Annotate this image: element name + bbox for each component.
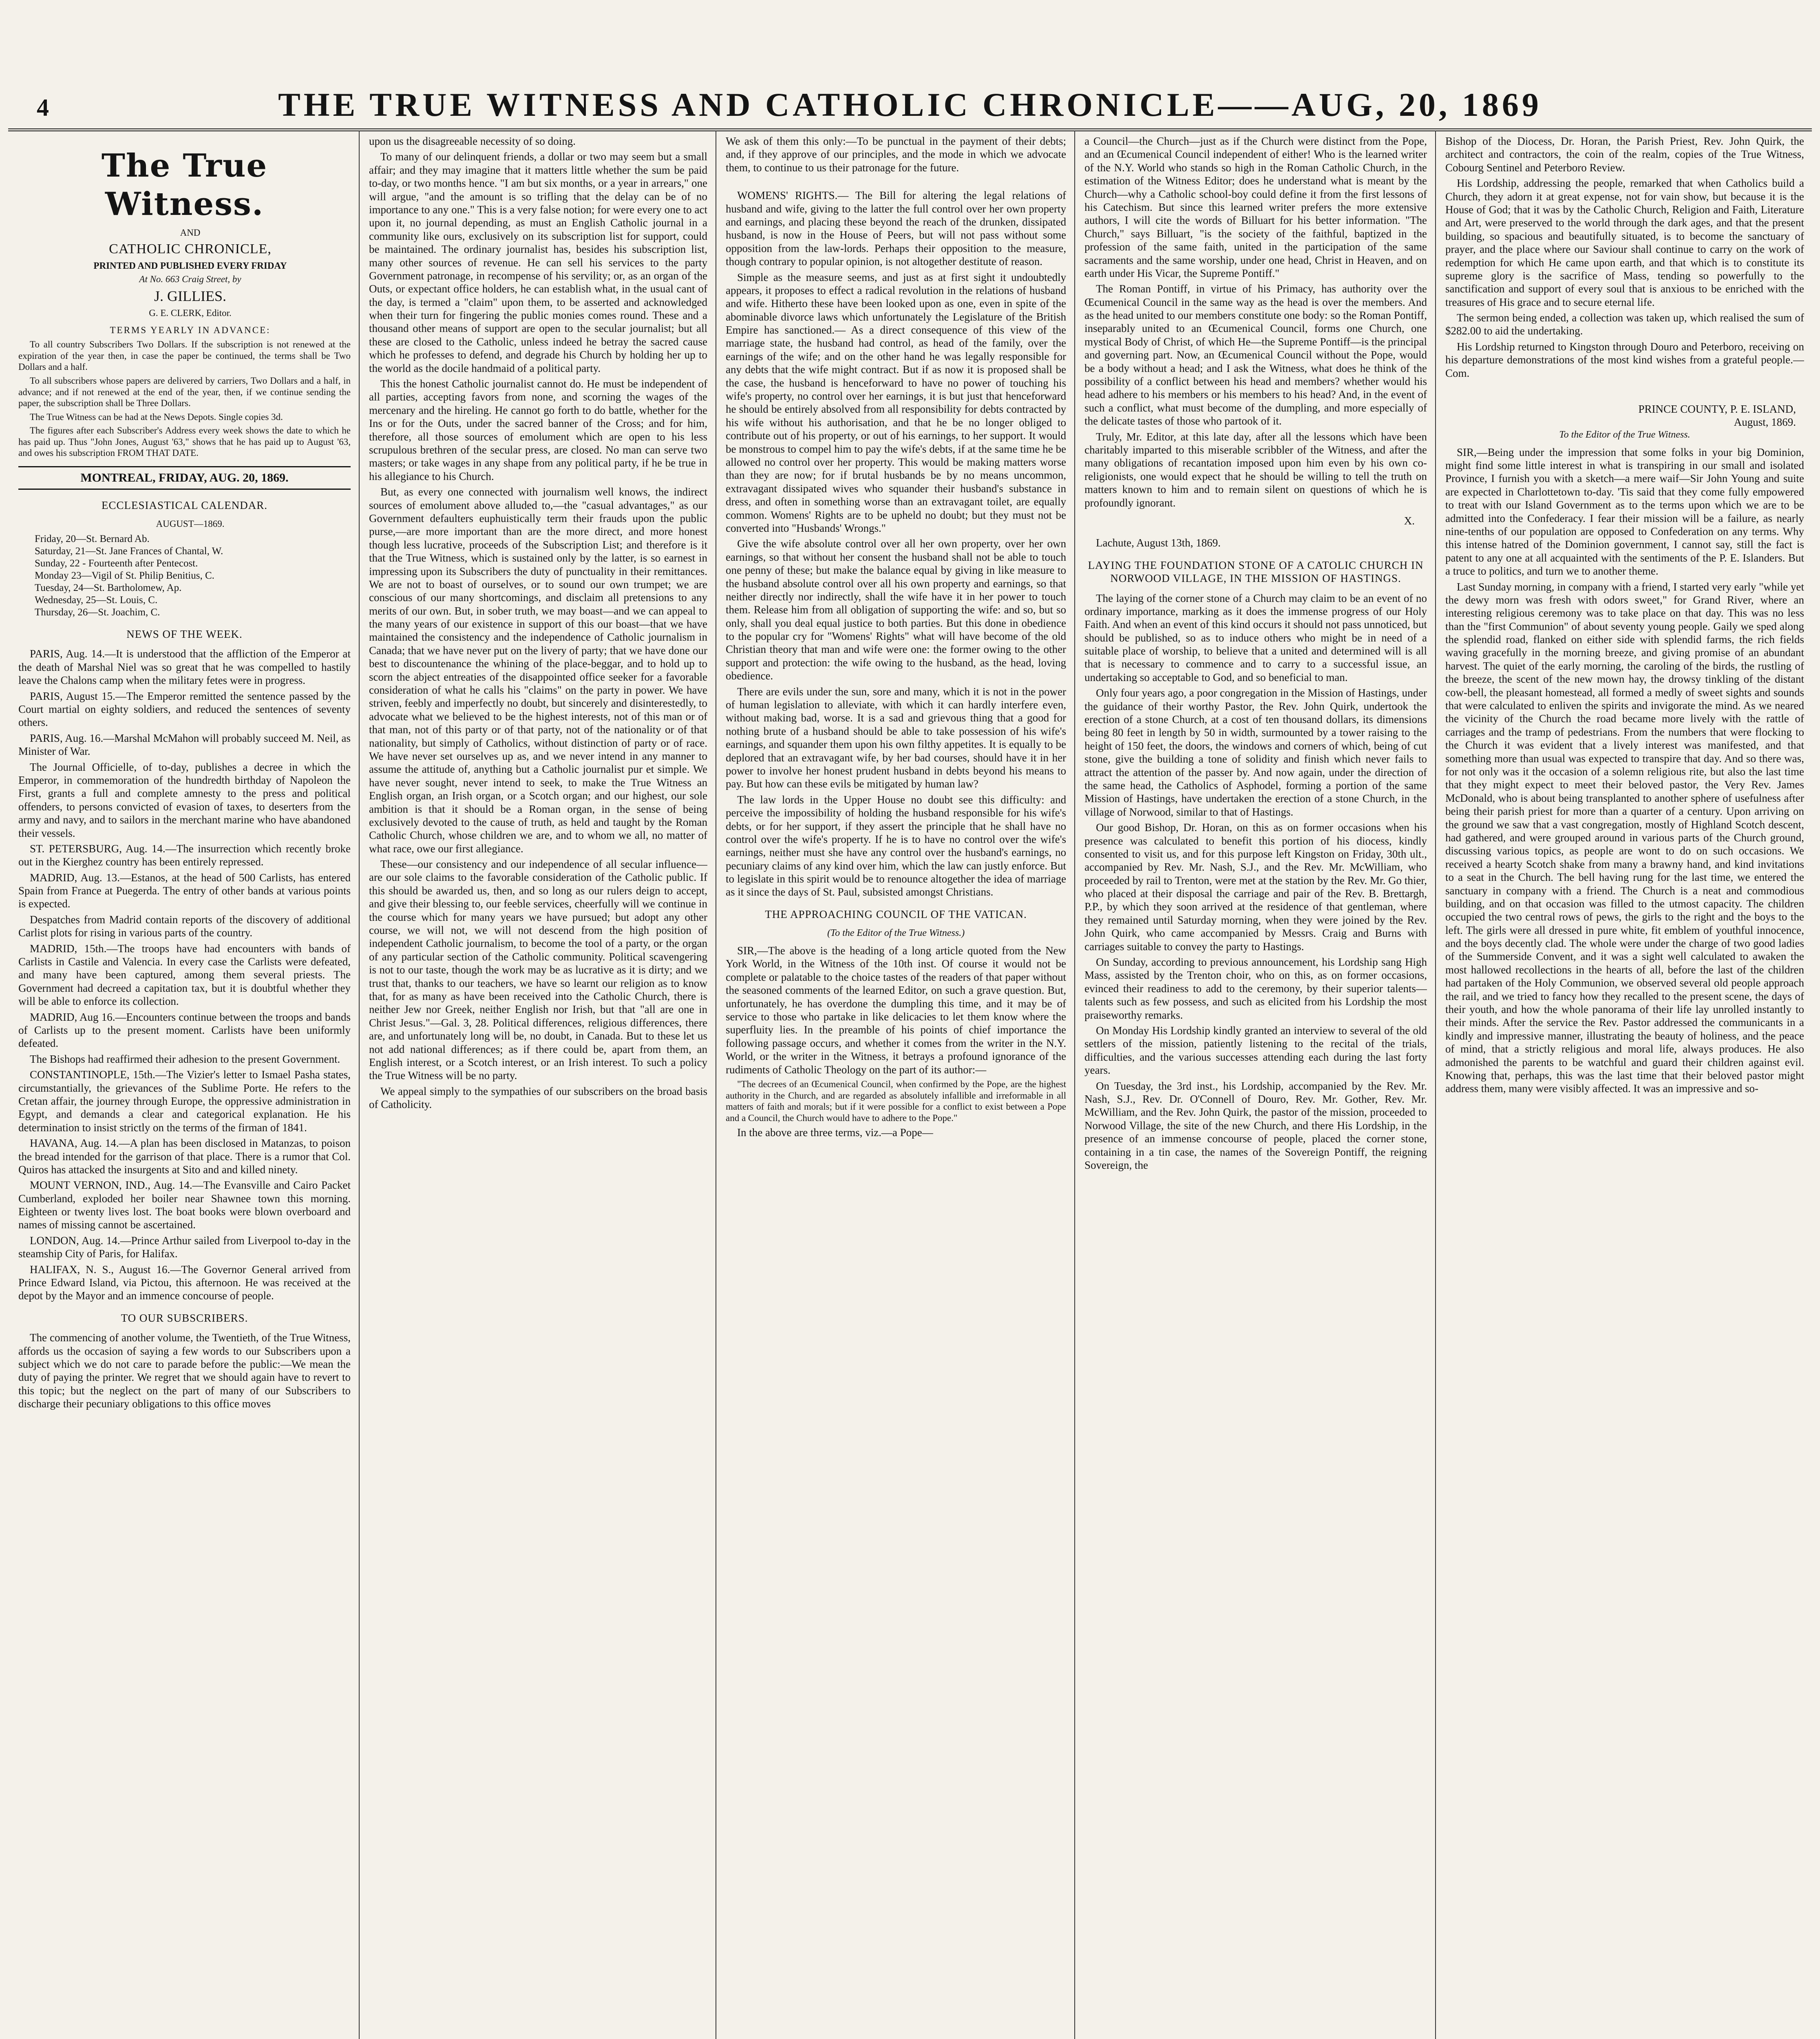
column-2 <box>369 135 707 2039</box>
council-paragraph: In the above are three terms, viz.—a Pope— <box>737 1126 933 1139</box>
calendar-entry: Saturday, 21—St. Jane Frances of Chantal, W. <box>35 546 223 557</box>
news-item: MADRID, Aug. 13.—Estanos, at the head of 500 Carlists, has entered Spain from France at Puegerda. The entry of other bands at various points is expected. <box>18 871 351 910</box>
council-paragraph: SIR,—The above is the heading of a long article quoted from the New York World, in the Witness of the 10th inst. Of course it would not be complete or palatable to the choice tastes of the readers of that paper without the seasoned comments of the learned Editor, on such a grave question. But, unfortunately, he has overdone the dumpling this time, and it may be of service to those who partake in like delicacies to let them know where the superfluity lies. In the preamble of his points of chief importance the following passage occurs, and whether it comes from the writer in the N.Y. World, or the writer in the Witness, it betrays a profound ignorance of the rudiments of Catholic Theology on the part of its author:— <box>726 944 1066 1076</box>
subscribers-text: The commencing of another volume, the Twentieth, of the True Witness, affords us the occasion of saying a few words to our Subscribers upon a subject which we do not care to parade before the public:—We mean the duty of paying the printer. We regret that we should again have to revert to this topic; but the neglect on the part of many of our Subscribers to discharge their pecuniary obligations to this office moves <box>18 1331 351 1410</box>
terms-text: To all country Subscribers Two Dollars. If the subscription is not renewed at the expiration of the year then, in case the paper be continued, the terms shall be Two Dollars and a half. <box>18 339 351 372</box>
church-paragraph: Our good Bishop, Dr. Horan, on this as on former occasions when his presence was calculated to benefit this portion of his diocess, kindly consented to visit us, and for this purpose left Kingston on Friday, 30th ult., accompanied by Rev. Mr. Nash, S.J., and the Rev. Mr. McWilliam, who proceeded by rail to Trenton, were met at the station by the Rev. Mr. Go thier, who placed at their disposal the carriage and pair of the Rev. B. Brettargh, P.P., by which they soon arrived at the residence of that gentleman, where they remained until Saturday morning, when they were joined by the Rev. John Quirk, who came accompanied by Messrs. Craig and Burns with carriages suitable to convey the party to Hastings. <box>1084 821 1427 953</box>
column-divider <box>359 130 360 2039</box>
letter-paragraph: a Council—the Church—just as if the Church were distinct from the Pope, and an Œcumenical Council independent of either! Who is the learned writer of the N.Y. World who stands so high in the Roman Catholic Church, in the estimation of the Witness Editor; does he understand what is meant by the Church—why a Catholic school-boy could define it from the first lessons of his Catechism. But since this learned writer prefers the more extensive authors, I will cite the words of Billuart for his better information. "The Church," says Billuart, "is the society of the faithful, baptized in the profession of the same faith, united in the participation of the same sacraments and the same worship, under one head, Christ in Heaven, and on earth under His Vicar, the Supreme Pontiff." <box>1084 135 1427 279</box>
church-paragraph: The laying of the corner stone of a Church may claim to be an event of no ordinary importance, marking as it does the immense progress of our Holy Faith. And when an event of this kind occurs it should not pass unnoticed, but should be published, so as to induce others who might be in need of a suitable place of worship, to believe that a united and determined will is all that is necessary to commence and to carry to a successful issue, an undertaking so acceptable to God, and so beneficial to man. <box>1084 592 1427 683</box>
council-subheading: (To the Editor of the True Witness.) <box>827 928 965 939</box>
calendar-entry: Friday, 20—St. Bernard Ab. <box>35 533 150 545</box>
column-1 <box>18 135 351 2039</box>
calendar-entry: Tuesday, 24—St. Bartholomew, Ap. <box>35 582 182 594</box>
spacer <box>726 177 1066 189</box>
church-paragraph: On Sunday, according to previous announcement, his Lordship sang High Mass, assisted by the Trenton choir, who on this, as on former occasions, evinced their readiness to add to the ceremony, by their superior talents—talents such as few possess, and such as elicited from his Lordship the most praiseworthy remarks. <box>1084 956 1427 1021</box>
pei-heading: PRINCE COUNTY, P. E. ISLAND, <box>1638 403 1796 416</box>
column-3 <box>726 135 1066 2039</box>
pei-date: August, 1869. <box>1734 416 1796 429</box>
article-paragraph: This the honest Catholic journalist cannot do. He must be independent of all parties, accepting favors from none, and scorning the wages of the mercenary and the hireling. He cannot go forth to do battle, whether for the Ins or for the Outs, under the sacred banner of the Cross; and for him, therefore, all those sources of emolument which are open to his less scrupulous brethren of the secular press, are closed. No man can serve two masters; or take wages in any shape from any political party, if he be true in his allegiance to his Church. <box>369 378 707 482</box>
news-item: LONDON, Aug. 14.—Prince Arthur sailed from Liverpool to-day in the steamship City of Paris, for Halifax. <box>18 1234 351 1260</box>
letter-place: Lachute, August 13th, 1869. <box>1096 537 1221 549</box>
church-paragraph: Bishop of the Diocess, Dr. Horan, the Parish Priest, Rev. John Quirk, the architect and contractors, the coin of the realm, copies of the True Witness, Cobourg Sentinel and Peterboro Review. <box>1445 135 1804 174</box>
news-item: MADRID, 15th.—The troops have had encounters with bands of Carlists in Castile and Valencia. In every case the Carlists were defeated, and many have been captured, among them several priests. The Government had decreed a capitation tax, but it is doubtful whether they will be able to enforce its collection. <box>18 942 351 1008</box>
church-paragraph: On Monday His Lordship kindly granted an interview to several of the old settlers of the mission, patiently listening to the recital of the trials, difficulties, and the various successes attending each during the last forty years. <box>1084 1024 1427 1077</box>
editor-name: G. E. CLERK, Editor. <box>149 307 232 318</box>
news-item: ST. PETERSBURG, Aug. 14.—The insurrection which recently broke out in the Kierghez country has been entirely repressed. <box>18 842 351 868</box>
terms-heading: TERMS YEARLY IN ADVANCE: <box>110 325 271 335</box>
subscribers-heading: TO OUR SUBSCRIBERS. <box>121 1311 248 1324</box>
page-number: 4 <box>37 94 49 121</box>
masthead <box>8 80 1812 131</box>
spacer <box>1445 382 1804 402</box>
church-paragraph: On Tuesday, the 3rd inst., his Lordship, accompanied by the Rev. Mr. Nash, S.J., Rev. Dr. O'Connell of Douro, Rev. Mr. Gother, Rev. Mr. McWilliam, and the Rev. John Quirk, the pastor of the mission, proceeded to Norwood Village, the site of the new Church, and there His Lordship, in the presence of an immense concourse of people, placed the corner stone, containing in a tin case, the names of the Sovereign Pontiff, the reigning Sovereign, the <box>1084 1079 1427 1171</box>
calendar-entry: Thursday, 26—St. Joachim, C. <box>35 607 160 618</box>
terms-text: To all subscribers whose papers are delivered by carriers, Two Dollars and a half, in advance; and if not renewed at the end of the year, then, if we continue sending the paper, the subscription shall be Three Dollars. <box>18 375 351 409</box>
page-title: THE TRUE WITNESS AND CATHOLIC CHRONICLE——AUG, 20, 1869 <box>278 86 1542 123</box>
news-item: MADRID, Aug 16.—Encounters continue between the troops and bands of Carlists up to the present moment. Carlists have been uniformly defeated. <box>18 1011 351 1050</box>
rights-paragraph: There are evils under the sun, sore and many, which it is not in the power of human legislation to alleviate, with which it can hardly interfere even, without making bad, worse. It is a sad and grievous thing that a good for nothing brute of a husband should be able to take possession of his wife's earnings, and squander them upon his own filthy appetites. It is equally to be deplored that an extravagant wife, by her bad courses, should have it in her power to involve her honest prudent husband in debts beyond his means to pay. But how can these evils be mitigated by human law? <box>726 685 1066 790</box>
letter-signature: X. <box>1404 514 1415 527</box>
church-paragraph: Only four years ago, a poor congregation in the Mission of Hastings, under the guidance of their worthy Pastor, the Rev. John Quirk, undertook the erection of a stone Church, at a cost of ten thousand dollars, its dimensions being 80 feet in length by 50 in width, surmounted by a tower raising to the height of 150 feet, the doors, the windows and corners of which, being of cut stone, give the building a tone of solidity and finish which never fails to attract the attention of the passer by. And now again, under the direction of the same head, the Catholics of Asphodel, forming a portion of the same Mission of Hastings, have undertaken the erection of a stone Church, in the village of Norwood, similar to that of Hastings. <box>1084 687 1427 818</box>
calendar-entry: Sunday, 22 - Fourteenth after Pentecost. <box>35 558 198 569</box>
news-item: MOUNT VERNON, IND., Aug. 14.—The Evansville and Cairo Packet Cumberland, exploded her boiler near Shawnee town this morning. Eighteen or twenty lives lost. The boat books were blown overboard and names of missing cannot be ascertained. <box>18 1179 351 1231</box>
pei-subheading: To the Editor of the True Witness. <box>1559 429 1690 440</box>
terms-text: The True Witness can be had at the News Depots. Single copies 3d. <box>30 411 283 422</box>
nameplate-and: AND <box>180 228 201 238</box>
rights-paragraph: The law lords in the Upper House no doubt see this difficulty: and perceive the impossibility of holding the husband responsible for his wife's debts, or for her support, if they assert the principle that he shall have no control over the wife's property. If he is to have no control over the wife's earnings, neither must she have any control over the husband's earnings, no pecuniary claims of any kind over him, which the law can justly enforce. But to legislate in this spirit would be to renounce altogether the idea of marriage as it since the days of St. Paul, subsisted amongst Christians. <box>726 793 1066 898</box>
calendar-heading: ECCLESIASTICAL CALENDAR. <box>102 499 267 512</box>
calendar-list <box>35 533 351 619</box>
rights-paragraph: Simple as the measure seems, and just as at first sight it undoubtedly appears, it proposes to effect a radical revolution in the relations of husband and wife. Hitherto these have been looked upon as one, even in spite of the abominable divorce laws which unfortunately the Legislature of the British Empire has sanctioned.— As a direct consequence of this view of the marriage state, the husband had control, as head of the family, over the earnings of the wife; and on the other hand he was legally responsible for any debts that the wife might contract. But if as now it is proposed shall be the case, the husband is henceforward to have no power of touching his wife's property, no control over her earnings, it is but just that henceforward he should be entirely absolved from all responsibility for debts contracted by his wife without his authorisation, and that he be no longer obliged to contribute out of his property, or out of his earnings, to her support. It would be monstrous to compel him to pay the wife's debts, if at the same time he be allowed no control over her property. This would be making matters worse than they are now; for if brutal husbands be by no means uncommon, extravagant dissipated wives who squander their husband's substance in dress, and often in something worse than an extravagant toilet, are equally common. Womens' Rights are to be upheld no doubt; but they must not be converted into "Husbands' Wrongs." <box>726 271 1066 534</box>
column-5 <box>1445 135 1804 2039</box>
letter-paragraph: Truly, Mr. Editor, at this late day, after all the lessons which have been charitably imparted to this miserable scribbler of the Witness, and after the many obligations of recantation imposed upon him even by his own co-religionists, one would expect that he should be willing to tell the truth on matters known to him and to remain silent on questions of which he is profoundly ignorant. <box>1084 430 1427 509</box>
rights-paragraph: WOMENS' RIGHTS.— The Bill for altering the legal relations of husband and wife, giving to the latter the full control over her own property and earnings, and placing these beyond the reach of the drunken, dissipated husband, is now in the House of Peers, but will not pass without some opposition from the law-lords. Perhaps their opposition to the measure, though contrary to popular opinion, is not altogether destitute of reason. <box>726 189 1066 268</box>
news-item: HAVANA, Aug. 14.—A plan has been disclosed in Matanzas, to poison the bread intended for the garrison of that place. There is a rumor that Col. Quiros has attacked the insurgents at Sito and and killed ninety. <box>18 1137 351 1176</box>
printed-line: PRINTED AND PUBLISHED EVERY FRIDAY <box>93 260 287 271</box>
news-item: PARIS, August 15.—The Emperor remitted the sentence passed by the Court martial on eighty soldiers, and reduced the sentences of seventy others. <box>18 690 351 729</box>
calendar-entry: Monday 23—Vigil of St. Philip Benitius, C. <box>35 570 214 582</box>
news-item: Despatches from Madrid contain reports of the discovery of additional Carlist plots for rising in various parts of the country. <box>18 913 351 939</box>
church-paragraph: His Lordship, addressing the people, remarked that when Catholics build a Church, they adorn it at great expense, not for vain show, but because it is the House of God; that it was by the Catholic Church, Religion and Faith, Literature and Art, were preserved to the world through the dark ages, and that the present building, so spacious and beautifully situated, is to become the sanctuary of prayer, and the place where our Saviour shall continue to carry on the work of redemption for which He came upon earth, and that which is to constitute its supreme glory is the sacrifice of Mass, tending so powerfully to the sanctification and support of every soul that is anxious to be enriched with the treasures of His grace and to secure eternal life. <box>1445 177 1804 308</box>
pei-paragraph: SIR,—Being under the impression that some folks in your big Dominion, might find some little interest in what is transpiring in our small and isolated Province, I furnish you with a sketch—a mere waif—Sir John Young and suite are expected in Charlottetown to-day. 'Tis said that they come fully empowered to treat with our Island Government as to the terms upon which we are to be admitted into the Confederacy. I fear their mission will be a failure, as nearly nine-tenths of our population are opposed to Confederation on any terms. Why this intense hatred of the Dominion government, I cannot say, still the fact is patent to any one at all acquainted with the sentiments of the P. E. Islanders. But a truce to politics, and turn we to another theme. <box>1445 446 1804 577</box>
news-item: HALIFAX, N. S., August 16.—The Governor General arrived from Prince Edward Island, via Pictou, this afternoon. He was received at the depot by the Mayor and an immence concourse of people. <box>18 1263 351 1302</box>
council-heading: THE APPROACHING COUNCIL OF THE VATICAN. <box>765 908 1027 920</box>
article-paragraph: These—our consistency and our independence of all secular influence—are our sole claims to the favorable consideration of the Catholic public. If this should be awarded us, then, and so long as our rulers deign to accept, and give their blessing to, our feeble services, cheerfully will we continue in the course which for many years we have pursued; but adopt any other course, we will not, we will not descend from the high position of independent Catholic journalism, to become the tool of a party, or the organ of any particular section of the Catholic community. Political scavengering is not to our taste, though the work may be as lucrative as it is dirty; and we trust that, thanks to our teachers, we have so learnt our religion as to know that, for as many as have been received into the Catholic Church, there is neither Jew nor Greek, neither English nor Irish, but that "all are one in Christ Jesus."—Gal. 3, 28. Political differences, religious differences, there are, and unfortunately long will be, no doubt, in Canada. But to these let us not add national differences; as if there could be, apart from them, an English interest, or a Scotch interest, or an Irish interest. To such a policy the True Witness will be no party. <box>369 858 707 1082</box>
news-item: The Journal Officielle, of to-day, publishes a decree in which the Emperor, in commemoration of the hundredth birthday of Napoleon the First, grants a full and complete amnesty to the press and political offenders, to persons convicted of evasion of taxes, to deserters from the army and navy, and to sailors in the merchant marine who have abandoned their vessels. <box>18 761 351 839</box>
news-item: CONSTANTINOPLE, 15th.—The Vizier's letter to Ismael Pasha states, circumstantially, the grievances of the Sublime Porte. He refers to the Cretan affair, the journey through Europe, the oppressive administration in Egypt, and demands a clear and categorical explanation. He his determination to insist strictly on the terms of the firman of 1841. <box>18 1068 351 1134</box>
council-quote: "The decrees of an Œcumenical Council, when confirmed by the Pope, are the highest authority in the Church, and are regarded as absolutely infallible and irreformable in all matters of faith and morals; but if it were possible for a conflict to exist between a Pope and a Council, the Church would have to adhere to the Pope." <box>726 1079 1066 1123</box>
publisher-name: J. GILLIES. <box>154 287 226 304</box>
church-paragraph: His Lordship returned to Kingston through Douro and Peterboro, receiving on his departure demonstrations of the most kind wishes from a grateful people.—Com. <box>1445 340 1804 379</box>
dateline: MONTREAL, FRIDAY, AUG. 20, 1869. <box>18 466 351 490</box>
calendar-entry: Wednesday, 25—St. Louis, C. <box>35 595 158 606</box>
column-4 <box>1084 135 1427 2039</box>
news-heading: NEWS OF THE WEEK. <box>126 628 243 641</box>
column-divider <box>1074 130 1075 2039</box>
column-divider <box>1435 130 1436 2039</box>
nameplate: The True Witness. <box>101 147 268 223</box>
church-paragraph: The sermon being ended, a collection was taken up, which realised the sum of $282.00 to aid the undertaking. <box>1445 312 1804 337</box>
news-item: The Bishops had reaffirmed their adhesion to the present Government. <box>30 1053 340 1065</box>
terms-text: The figures after each Subscriber's Address every week shows the date to which he has paid up. Thus "John Jones, August '63," shows that he has paid up to August '63, and owes his subscription FROM THAT DATE. <box>18 425 351 458</box>
article-paragraph: But, as every one connected with journalism well knows, the indirect sources of emolument above alluded to,—the "casual advantages," as our Government defaulters euphuistically term their frauds upon the public purse,—are more important than are the more direct, and more honest though less lucrative, proceeds of the Subscription List; and therefore is it that the True Witness, which is sustained only by the latter, is so earnest in impressing upon its Subscribers the duty of punctuality in their remittances. We are not to boast of ourselves, or to sound our own trumpet; we are conscious of our many shortcomings, and disclaim all pretensions to any merits of our own. But, in sober truth, we may boast—and we can appeal to the many years of our existence in support of this our boast—that we have maintained the consistency and the independence of Catholic journalism in Canada; that we have never put on the livery of party; that we have done our best to discountenance the whining of the place-beggar, and to hold up to scorn the abject entreaties of the disappointed office seeker for a favorable consideration of what he calls his "claims" on the party in power. We have striven, feebly and imperfectly no doubt, but sincerely and disinterestedly, to advocate what we believed to be the highest interests, not of this man or of that man, not of this party or of that party, not of the nationality or of that nationality, but simply of Catholics, without distinction of party or of race. We have never set ourselves up as, and we never intend in any manner to assume the attitude of, anything but a Catholic journalist pur et simple. We have never sought, never intend to seek, to make the True Witness an English organ, an Irish organ, or a Scotch organ; and our highest, our sole ambition is that it should be a Roman organ, in the sense of being exclusively devoted to the cause of truth, as held and taught by the Roman Catholic Church, whose children we are, and to whom we all, no matter of what race, owe our first allegiance. <box>369 486 707 855</box>
address-line: At No. 663 Craig Street, by <box>139 274 241 285</box>
pei-paragraph: Last Sunday morning, in company with a friend, I started very early "while yet the dewy morn was fresh with odors sweet," for Grand River, where an interesting religious ceremony was to take place on that day. This was no less than the "first Communion" of about seventy young people. Gaily we sped along the splendid road, flanked on either side with splendid farms, the rich fields waving gracefully in the morning breeze, and giving promise of an abundant harvest. The quiet of the early morning, the caroling of the birds, the rustling of the breeze, the scent of the new mown hay, the drowsy tinkling of the distant cow-bell, the pleasant homestead, all formed a medly of sweet sights and sounds that were calculated to enliven the spirits and invigorate the mind. As we neared the vicinity of the Church the road became more lively with the rattle of carriages and the tramp of pedestrians. From the numbers that were flocking to the Church it was evident that a lively interest was manifested, and that something more than usual was expected to transpire that day. And so there was, for not only was it the occasion of a solemn religious rite, but also the last time that they might expect to meet their beloved pastor, the Very Rev. James McDonald, who is about being transplanted to another sphere of usefulness after being their parish priest for more than a quarter of a century. Upon arriving on the ground we saw that a vast congregation, mostly of Highland Scotch descent, had gathered, and were grouped around in various parts of the Church ground, discussing various topics, as people are wont to do on such occasions. We received a hearty Scotch shake from many a brawny hand, and kind invitations to a seat in the Church. The bell having rung for the last time, we entered the sanctuary in company with a friend. The Church is a neat and commodious building, and on that occasion was filled to the utmost capacity. The children occupied the two central rows of pews, the girls to the right and the boys to the left. The girls were all dressed in pure white, fit emblem of youthful innocence, and the boys decently clad. The whole were under the charge of two good ladies of the Summerside Convent, and it was a sight well calculated to awaken the most hallowed recollections in the hearts of all, before the last of the children had partaken of the Holy Communion, we observed several old people approach the rail, and we tried to fancy how they recalled to the present scene, the days of their youth, and how the whole panorama of their life lay unrolled instantly to their minds. After the service the Rev. Pastor addressed the communicants in a kindly and impressive manner, illustrating the beauty of holiness, and the peace of mind, that a strictly religious and moral life, always produces. He also admonished the parents to be watchful and guard their children against evil. Knowing that, perhaps, this was the last time that their beloved pastor might address them, many were visibly affected. It was an impressive and so- <box>1445 580 1804 1095</box>
rights-paragraph: Give the wife absolute control over all her own property, over her own earnings, so that without her consent the husband shall not be able to touch one penny of these; but make the balance equal by giving in like measure to the husband absolute control over all his own property and earnings, so that neither directly nor indirectly, shall the wife have it in her power to touch them. Release him from all obligation of supporting the wife: and so, but so only, shall you deal equal justice to both parties. But this done in obedience to the popular cry for "Womens' Rights" what will have become of the old Christian theory that man and wife were one: the former owing to the other support and protection: the wife owing to the husband, as the head, loving obedience. <box>726 537 1066 682</box>
article-paragraph: upon us the disagreeable necessity of so doing. <box>369 135 576 147</box>
article-paragraph: We ask of them this only:—To be punctual in the payment of their debts; and, if they approve of our principles, and the mode in which we advocate them, to continue to us their patronage for the future. <box>726 135 1066 174</box>
article-paragraph: To many of our delinquent friends, a dollar or two may seem but a small affair; and they may imagine that it matters little whether the sum be paid to-day, or two months hence. "I am but six months, or a year in arrears," one will argue, "and the amount is so trifling that the delay can be of no importance to any one." This is a very false notion; for were every one to act upon it, no journal depending, as must an English Catholic journal in a community like ours, exclusively on its subscription list for support, could be maintained. The ordinary journalist has, besides his subscription list, many other sources of revenue. He can sell his services to the party Government patronage, in recompense of his servility; or, as an organ of the Outs, or expectant office holders, he can establish what, in the usual cant of the day, is termed a "claim" upon them, to be asserted and acknowledged when their turn for fingering the public monies comes round. These and a thousand other means of support are open to the secular journalist; but all these are closed to the Catholic, unless indeed he betray the sacred cause which he professes to defend, and degrade his Church by holding her up to the world as the docile handmaid of a political party. <box>369 150 707 374</box>
news-item: PARIS, Aug. 16.—Marshal McMahon will probably succeed M. Neil, as Minister of War. <box>18 732 351 758</box>
nameplate-subtitle: CATHOLIC CHRONICLE, <box>109 241 272 257</box>
article-paragraph: We appeal simply to the sympathies of our subscribers on the broad basis of Catholicity. <box>369 1085 707 1111</box>
news-item: PARIS, Aug. 14.—It is understood that the affliction of the Emperor at the death of Marshal Niel was so great that he was compelled to hastily leave the Chalons camp when the military fetes were in progress. <box>18 648 351 687</box>
calendar-month: AUGUST—1869. <box>156 519 225 529</box>
letter-paragraph: The Roman Pontiff, in virtue of his Primacy, has authority over the Œcumenical Council in the same way as the head is over the members. And as the head united to our members constitute one body: so the Roman Pontiff, inseparably united to an Œcumenical Council, forms one Church, one mystical Body of Christ, of which He—the Supreme Pontiff—is the principal and governing part. Now, an Œcumenical Council without the Pope, would be a body without a head; and I ask the Witness, what does he think of the possibility of a conflict between his head and members? whether would his head adhere to his members or his members to his head? And, in the event of such a conflict, what must become of the dumpling, and more especially of the delicate tastes of those who partook of it. <box>1084 283 1427 427</box>
church-heading: LAYING THE FOUNDATION STONE OF A CATOLIC CHURCH IN NORWOOD VILLAGE, IN THE MISSION OF HASTINGS. <box>1088 559 1424 585</box>
